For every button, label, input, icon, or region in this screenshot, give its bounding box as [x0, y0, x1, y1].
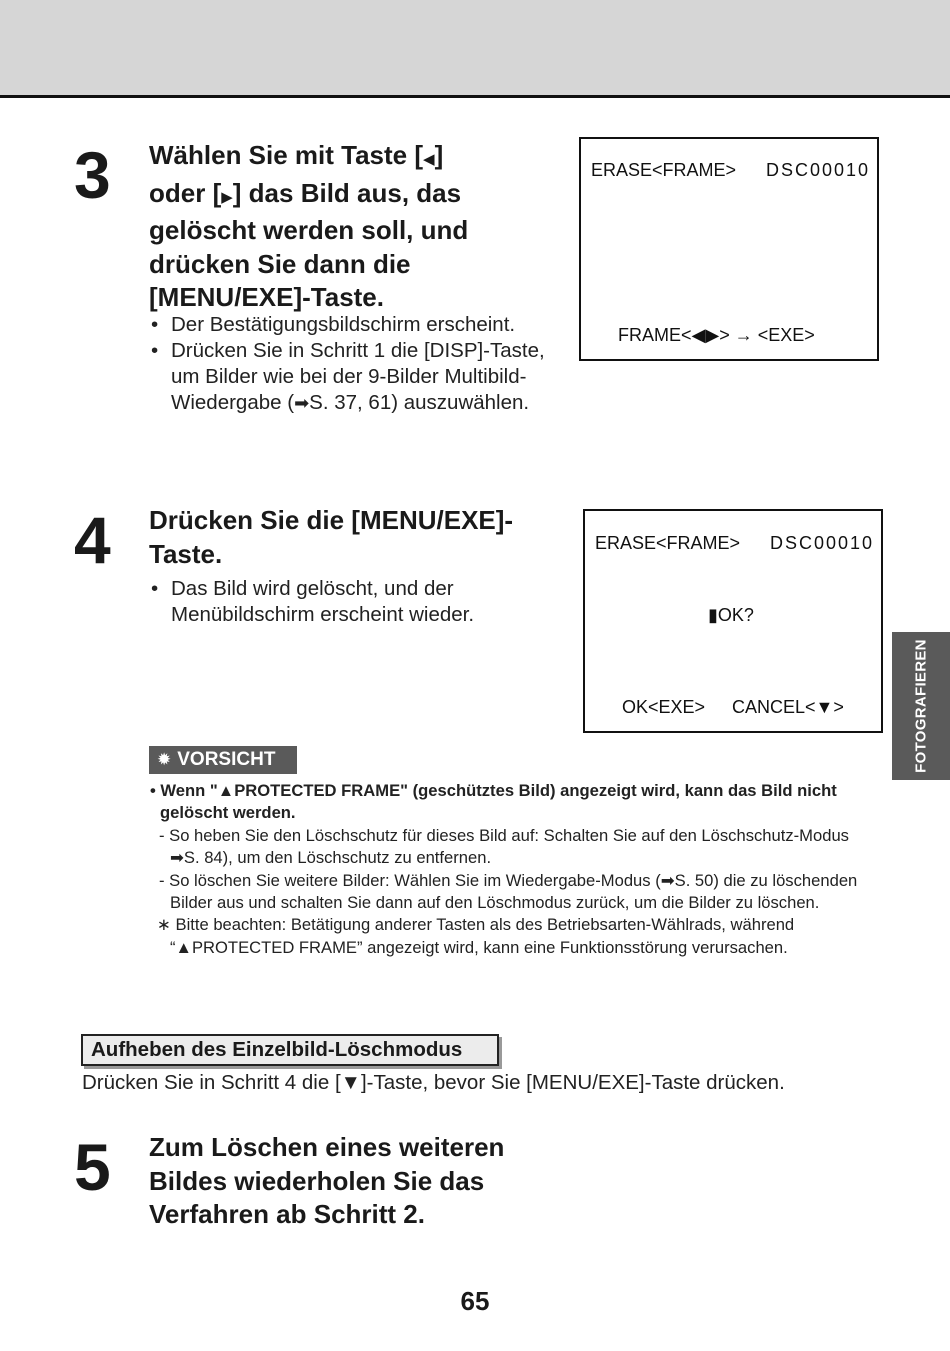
lcd-screen-step-3 [579, 137, 879, 361]
section-side-tab [892, 632, 950, 780]
page-ref-arrow-icon: ➡ [294, 393, 310, 413]
cancel-mode-text: Drücken Sie in Schritt 4 die [▼]-Taste, bevor Sie [MENU/EXE]-Taste drücken. [82, 1071, 785, 1094]
screen-confirm: ▮OK? [708, 605, 754, 625]
page-ref-arrow-icon: ➡ [170, 848, 184, 868]
screen-menu-label: ERASE<FRAME> [591, 160, 737, 180]
step-4-bullets [149, 576, 559, 628]
caution-sub-item: - So löschen Sie weitere Bilder: Wählen Sie im Wiedergabe-Modus (➡S. 50) die zu löschenden Bilder aus und schalten Sie dann auf den Löschmodus zurück, um die Bilder zu löschen. [159, 870, 858, 913]
page-ref-arrow-icon: ➡ [660, 870, 675, 890]
caution-body [150, 780, 870, 959]
screen-cancel-option: CANCEL<▼> [732, 697, 844, 717]
header-band [0, 0, 950, 98]
step-number-3: 3 [74, 138, 110, 212]
left-arrow-icon: ◀ [423, 151, 435, 168]
step-3-bullets [149, 312, 559, 416]
step-number-4: 4 [74, 503, 110, 577]
lcd-screen-step-4 [583, 509, 883, 733]
caution-icon: ✹ [157, 750, 172, 769]
screen-file-name: DSC00010 [766, 160, 871, 180]
step-number-5: 5 [74, 1130, 110, 1204]
caution-main-item: • Wenn "▲PROTECTED FRAME" (geschütztes Bild) angezeigt wird, kann das Bild nicht gelöscht werden. [150, 781, 837, 823]
list-item: • Drücken Sie in Schritt 1 die [DISP]-Taste, um Bilder wie bei der 9-Bilder Multibild-Wiedergabe (➡S. 37, 61) auszuwählen. [149, 338, 559, 416]
step-3-title: Wählen Sie mit Taste [◀] oder [▶] das Bild aus, das gelöscht werden soll, und drücken Sie dann die [MENU/EXE]-Taste. [149, 140, 469, 312]
down-arrow-icon: ▼ [340, 1071, 361, 1094]
screen-menu-label: ERASE<FRAME> [595, 533, 741, 553]
screen-instruction: FRAME<◀▶> → <EXE> [618, 325, 815, 345]
cursor-icon: ▮ [708, 605, 718, 625]
screen-file-name: DSC00010 [770, 533, 875, 553]
right-arrow-icon: ▶ [221, 188, 233, 206]
cancel-mode-heading: Aufheben des Einzelbild-Löschmodus [81, 1034, 499, 1066]
caution-note: ∗ Bitte beachten: Betätigung anderer Tasten als des Betriebsarten-Wählrads, während “▲PROTECTED FRAME” angezeigt wird, kann eine Funktionsstörung verursachen. [157, 915, 795, 957]
caution-label: ✹ VORSICHT [149, 746, 297, 774]
list-item: • Der Bestätigungsbildschirm erscheint. [149, 312, 559, 338]
warning-icon: ▲ [175, 937, 192, 957]
page-number: 65 [460, 1286, 490, 1316]
screen-ok-option: OK<EXE> [622, 697, 706, 717]
caution-sub-item: - So heben Sie den Löschschutz für dieses Bild auf: Schalten Sie auf den Löschschutz-Modus ➡S. 84), um den Löschschutz zu entfernen. [159, 825, 849, 868]
side-tab-label: FOTOGRAFIEREN [912, 639, 930, 773]
step-5-title: Zum Löschen eines weiteren Bildes wiederholen Sie das Verfahren ab Schritt 2. [149, 1132, 505, 1229]
list-item: • Das Bild wird gelöscht, und der Menübildschirm erscheint wieder. [149, 576, 559, 628]
warning-icon: ▲ [217, 781, 235, 800]
step-4-title: Drücken Sie die [MENU/EXE]- Taste. [149, 505, 514, 569]
